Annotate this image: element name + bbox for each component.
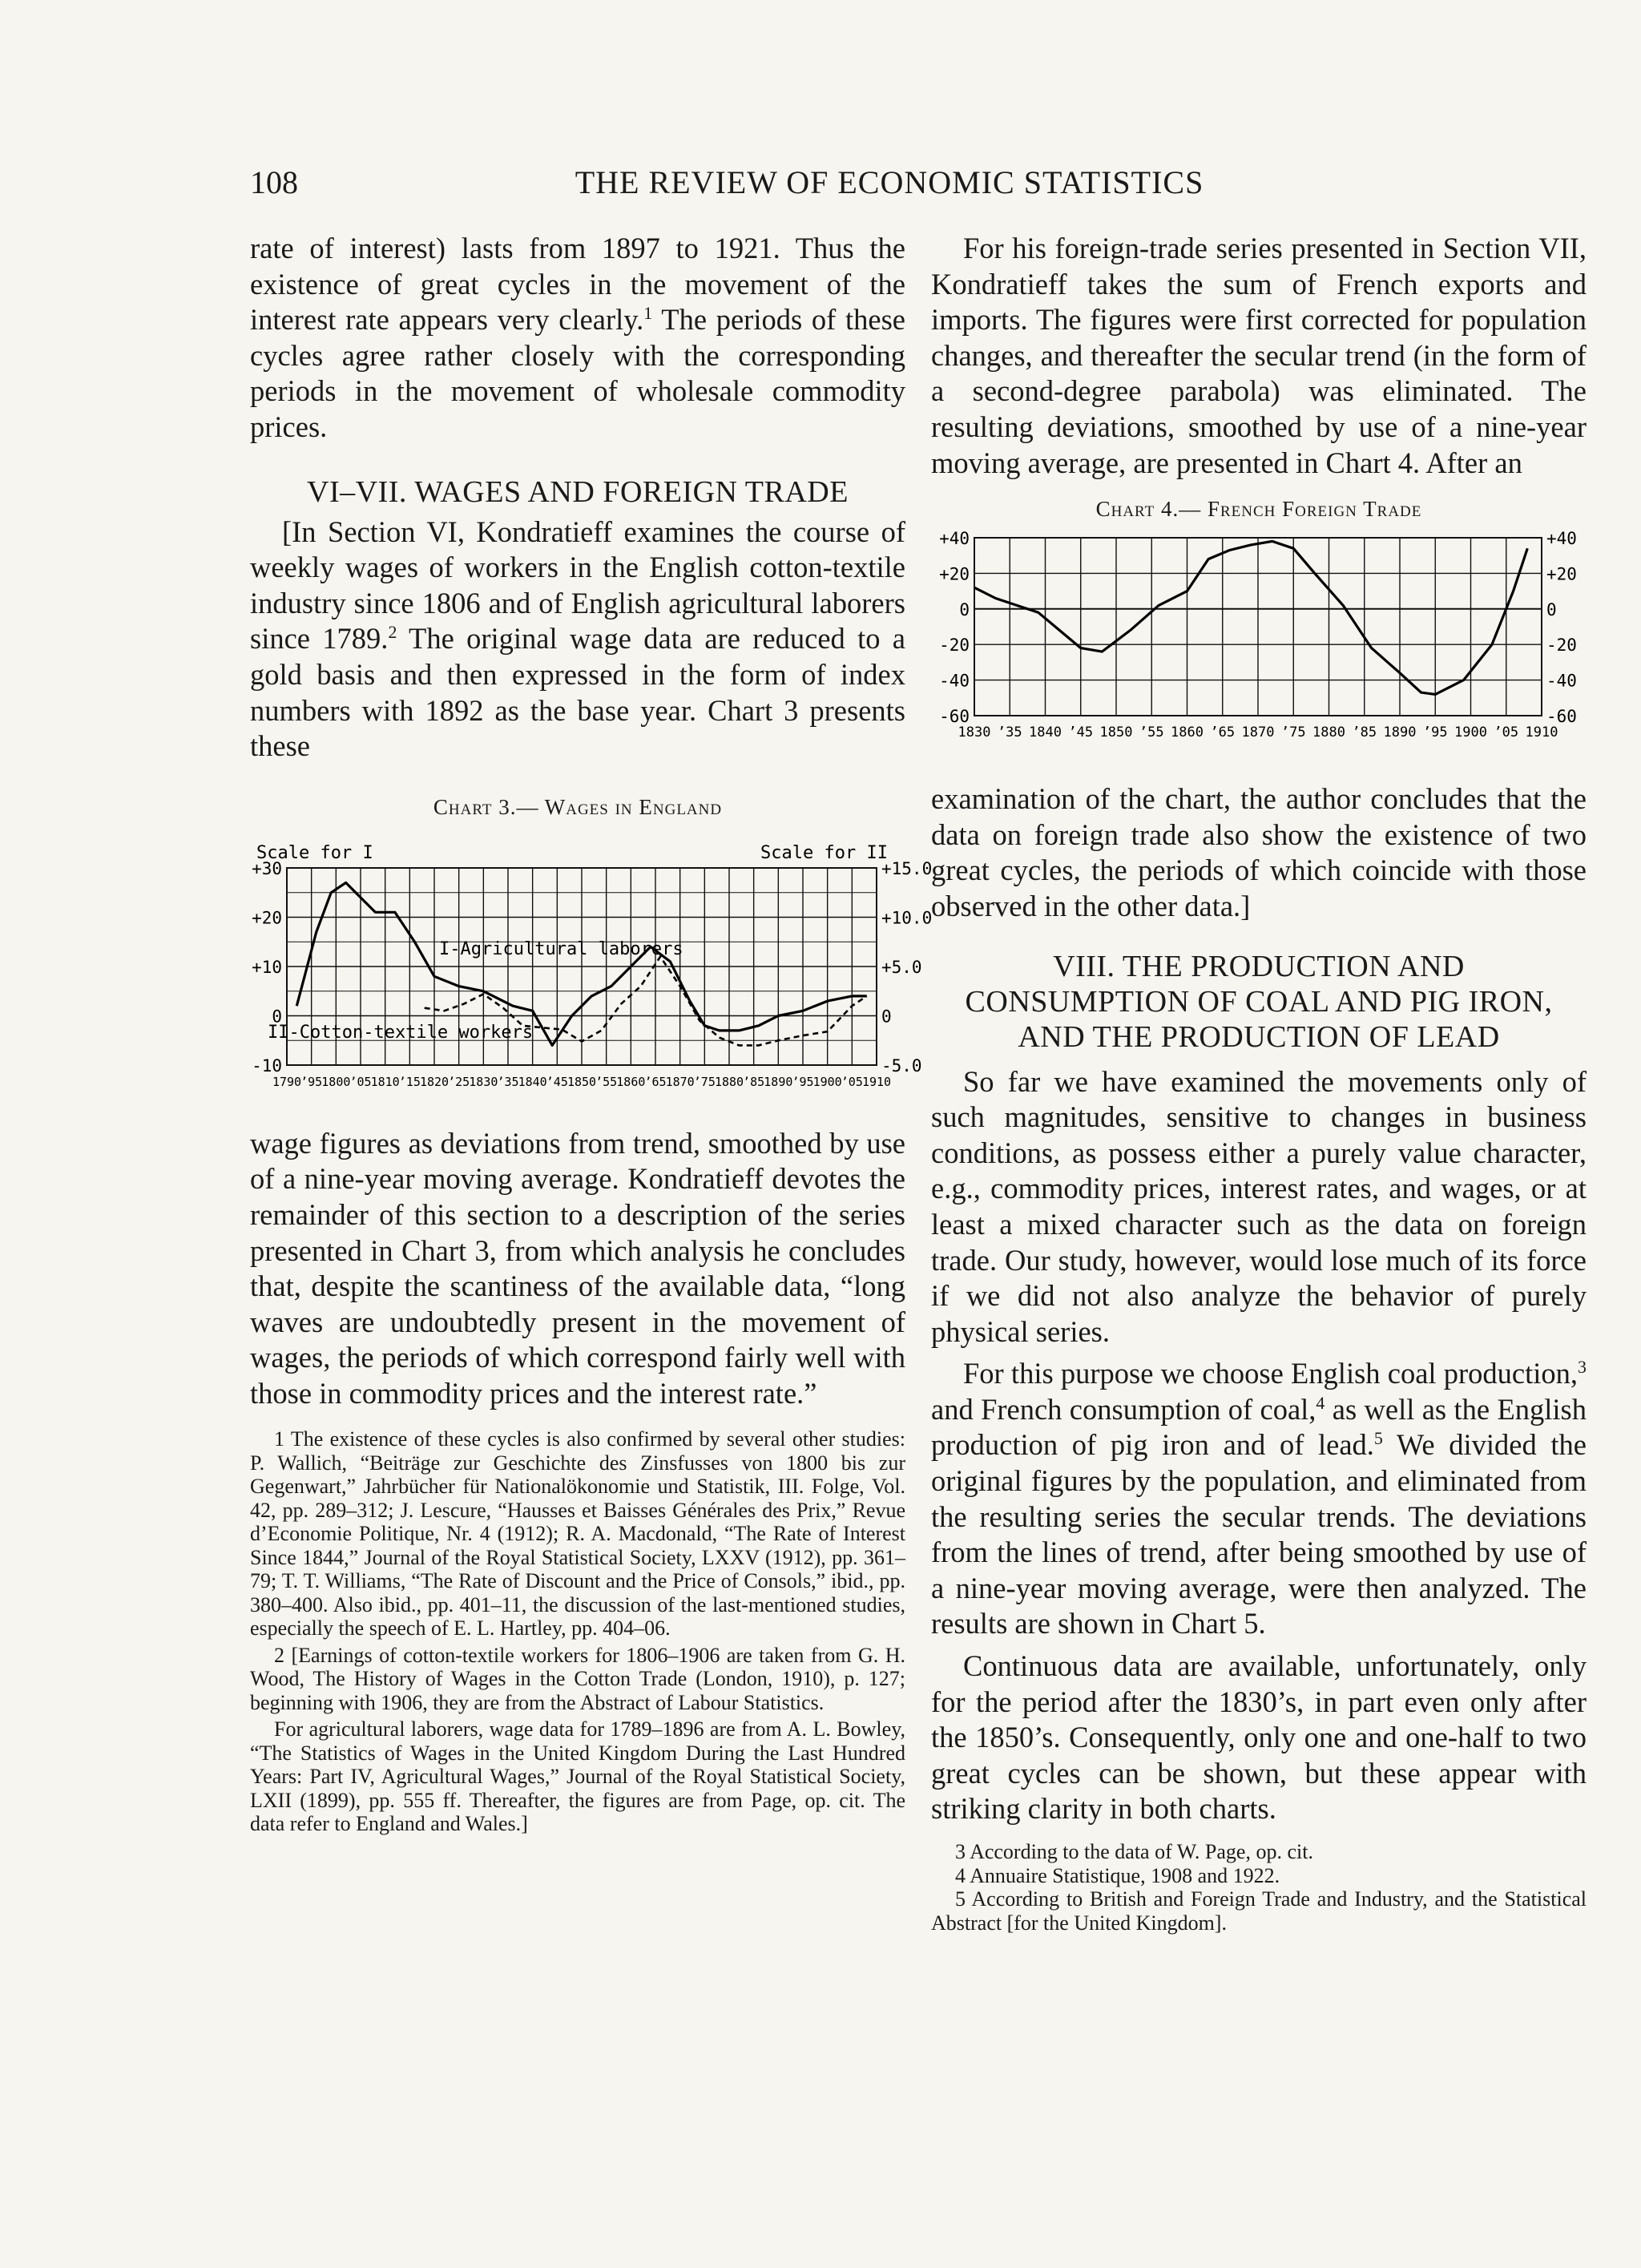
chart4-left-tick-label: -60 — [939, 707, 970, 727]
chart3-x-tick-label: 1880 — [714, 1074, 744, 1089]
chart4-french-foreign-trade — [931, 528, 1587, 749]
text: as well as the English production of pig iron and of lead. — [931, 1392, 1587, 1462]
left-paragraph-1 — [250, 231, 905, 446]
left-column — [250, 231, 933, 1836]
chart3-x-tick-label: ’95 — [792, 1074, 814, 1089]
text: [In Section VI, Kondratieff examines the course of weekly wages of workers in the English cotton-textile industry since 1806 and of English agricultural laborers since 1789. — [250, 515, 905, 656]
chart4-x-tick-label: 1850 — [1099, 724, 1133, 741]
chart4-right-tick-label: -40 — [1546, 671, 1577, 691]
chart3-x-tick-label: ’25 — [448, 1074, 470, 1089]
chart3-right-tick-label: +5.0 — [881, 957, 922, 977]
chart3-x-tick-label: 1830 — [469, 1074, 498, 1089]
chart4-right-tick-label: 0 — [1546, 599, 1557, 619]
chart3-left-tick-label: 0 — [272, 1007, 282, 1027]
footnote-ref: 2 — [388, 622, 397, 643]
left-paragraph-2 — [250, 515, 905, 765]
chart3-x-tick-label: 1910 — [861, 1074, 892, 1089]
chart4-right-tick-label: +20 — [1546, 564, 1577, 584]
text: rate of interest) lasts from 1897 to 1921. Thus the existence of great cycles in the movement of the interest rate appears very clearly. — [250, 232, 905, 337]
section-heading-vi-vii: VI–VII. WAGES AND FOREIGN TRADE — [307, 474, 849, 509]
chart3-x-tick-label: ’65 — [644, 1074, 667, 1089]
chart3-x-tick-label: 1840 — [518, 1074, 547, 1089]
footnote-5: 5 According to British and Foreign Trade and Industry, and the Statistical Abstract [for the United Kingdom]. — [931, 1887, 1587, 1935]
chart4-x-tick-label: ’35 — [997, 724, 1022, 741]
chart3-x-tick-label: 1790 — [272, 1074, 302, 1089]
right-paragraph-5: Continuous data are available, unfortunately, only for the period after the 1830’s, in part even only after the 1850’s. Consequently, only one and one-half to two great cycles can be shown, but these appear with striking clarity in both charts. — [931, 1649, 1587, 1826]
footnote-ref: 3 — [1578, 1357, 1587, 1378]
chart4-grid — [974, 538, 1542, 716]
chart4-left-tick-label: +20 — [939, 564, 970, 584]
chart3-x-tick-label: 1850 — [566, 1074, 597, 1089]
chart4-x-tick-label: ’45 — [1068, 724, 1094, 741]
chart3-left-tick-label: -10 — [252, 1055, 282, 1075]
chart4-x-tick-label: ’85 — [1352, 724, 1377, 741]
chart3-right-tick-label: 0 — [881, 1007, 892, 1027]
chart3-x-tick-label: ’85 — [743, 1074, 765, 1089]
chart4-x-tick-label: 1890 — [1383, 724, 1417, 741]
chart3-series-ii-label: II-Cotton-textile workers — [268, 1022, 534, 1043]
chart4-x-tick-label: 1870 — [1241, 724, 1275, 741]
chart3-x-tick-label: 1810 — [370, 1074, 400, 1089]
text: The original wage data are reduced to a gold basis and then expressed in the form of index numbers with 1892 as the base year. Chart 3 presents these — [250, 622, 905, 763]
chart4-left-tick-label: 0 — [959, 599, 970, 619]
section-heading-viii-line-3: AND THE PRODUCTION OF LEAD — [1018, 1019, 1500, 1054]
chart4-x-tick-label: ’95 — [1422, 724, 1448, 741]
chart3-x-tick-label: 1900 — [812, 1074, 842, 1089]
right-paragraph-3: So far we have examined the movements only of such magnitudes, sensitive to changes in business conditions, as possess either a purely value character, e.g., commodity prices, interest rates, and wages, or at least a mixed character such as the data on foreign trade. Our study, however, would lose much of its force if we did not also analyze the behavior of purely physical series. — [931, 1064, 1587, 1348]
chart4-x-tick-label: ’65 — [1210, 724, 1236, 741]
text: We divided the original figures by the population, and eliminated from the resulting series the secular trends. The deviations from the lines of trend, after being smoothed by use of a nine-year moving average, were then analyzed. The results are shown in Chart 5. — [931, 1428, 1587, 1640]
text: For this purpose we choose English coal production, — [963, 1357, 1579, 1390]
chart3-x-tick-label: ’15 — [398, 1074, 421, 1089]
page-number: 108 — [250, 164, 298, 200]
chart3-right-tick-label: -5.0 — [881, 1055, 922, 1075]
chart3-right-tick-label: +15.0 — [881, 858, 933, 878]
chart4-left-tick-label: -20 — [939, 636, 970, 656]
footnote-2-continued: For agricultural laborers, wage data for 1789–1896 are from A. L. Bowley, “The Statistics of Wages in the United Kingdom During the Last Hundred Years: Part IV, Agricultural Wages,” Journal of the Royal Statistical Society, LXII (1899), pp. 555 ff. Thereafter, the figures are from Page, op. cit. The data refer to England and Wales.] — [250, 1717, 905, 1836]
chart3-x-tick-label: 1860 — [616, 1074, 646, 1089]
chart3-x-tick-label: ’45 — [546, 1074, 568, 1089]
chart3-left-axis-title: Scale for I — [256, 842, 373, 863]
right-column — [931, 231, 1587, 1935]
chart4-x-tick-label: ’75 — [1280, 724, 1306, 741]
section-heading-viii-line-1: VIII. THE PRODUCTION AND — [1053, 949, 1465, 983]
chart3-series-i-label: I-Agricultural laborers — [439, 938, 683, 959]
footnote-ref: 1 — [643, 303, 653, 324]
chart3-x-tick-label: ’75 — [693, 1074, 716, 1089]
chart3-x-tick-label: ’05 — [349, 1074, 372, 1089]
chart4-left-tick-label: -40 — [939, 671, 970, 691]
chart3-x-tick-label: ’55 — [595, 1074, 618, 1089]
chart4-x-tick-label: 1840 — [1029, 724, 1062, 741]
chart4-left-tick-label: +40 — [939, 529, 970, 549]
footnote-ref: 4 — [1316, 1392, 1325, 1413]
chart4-x-tick-label: 1830 — [958, 724, 991, 741]
chart3-x-tick-label: 1800 — [321, 1074, 351, 1089]
chart4-series-line — [974, 542, 1527, 695]
footnote-1: 1 The existence of these cycles is also confirmed by several other studies: P. Wallich, “Beiträge zur Geschichte des Zinsfusses von 1800 bis zur Gegenwart,” Jahrbücher für Nationalökonomie und Statistik, III. Folge, Vol. 42, pp. 289–312; J. Lescure, “Hausses et Baisses Générales des Prix,” Revue d’Economie Politique, Nr. 4 (1912); R. A. Macdonald, “The Rate of Interest Since 1844,” Journal of the Royal Statistical Society, LXXV (1912), pp. 361–79; T. T. Williams, “The Rate of Discount and the Price of Consols,” ibid., pp. 380–400. Also ibid., pp. 401–11, the discussion of the last-mentioned studies, especially the speech of E. L. Hartley, pp. 404–06. — [250, 1427, 905, 1640]
chart4-x-tick-label: 1910 — [1525, 724, 1558, 741]
right-paragraph-2: examination of the chart, the author concludes that the data on foreign trade also show the existence of two great cycles, the periods of which coincide with those observed in the other data.] — [931, 782, 1587, 922]
footnote-2: 2 [Earnings of cotton-textile workers for 1806–1906 are taken from G. H. Wood, The History of Wages in the Cotton Trade (London, 1910), p. 127; beginning with 1906, they are from the Abstract of Labour Statistics. — [250, 1643, 905, 1714]
chart4-x-tick-label: ’55 — [1139, 724, 1164, 741]
footnote-ref: 5 — [1373, 1428, 1383, 1449]
chart3-right-tick-label: +10.0 — [881, 908, 933, 928]
footnote-3: 3 According to the data of W. Page, op. cit. — [955, 1840, 1313, 1863]
chart4-x-tick-label: 1900 — [1454, 724, 1487, 741]
chart4-right-tick-label: -20 — [1546, 636, 1577, 656]
section-heading-viii-line-2: CONSUMPTION OF COAL AND PIG IRON, — [965, 984, 1553, 1019]
footnote-4: 4 Annuaire Statistique, 1908 and 1922. — [955, 1863, 1280, 1887]
chart3-right-axis-title: Scale for II — [760, 842, 888, 863]
chart4-lines — [974, 542, 1527, 695]
right-paragraph-4 — [931, 1356, 1587, 1642]
left-paragraph-3: wage figures as deviations from trend, smoothed by use of a nine-year moving average. Kondratieff devotes the remainder of this section to a description of the series presented in Chart 3, from which analysis he concludes that, despite the scantiness of the available data, “long waves are undoubtedly present in the movement of wages, the periods of which correspond fairly well with those in commodity prices and the interest rate.” — [250, 1126, 905, 1410]
chart4-x-tick-label: 1860 — [1171, 724, 1204, 741]
chart3-x-tick-label: 1890 — [764, 1074, 793, 1089]
chart3-labels — [252, 859, 932, 1089]
right-paragraph-1: For his foreign-trade series presented in Section VII, Kondratieff takes the sum of French exports and imports. The figures were first corrected for population changes, and thereafter the secular trend (in the form of a second-degree parabola) was eliminated. The resulting deviations, smoothed by use of a nine-year moving average, are presented in Chart 4. After an — [931, 232, 1587, 479]
text: and French consumption of coal, — [931, 1392, 1316, 1426]
chart4-x-tick-label: ’05 — [1494, 724, 1519, 741]
chart3-x-tick-label: ’95 — [300, 1074, 323, 1089]
chart4-x-tick-label: 1880 — [1312, 724, 1345, 741]
chart3-left-tick-label: +30 — [252, 858, 282, 878]
chart4-right-tick-label: +40 — [1546, 529, 1577, 549]
chart3-left-tick-label: +10 — [252, 957, 282, 977]
chart4-caption: Chart 4.— French Foreign Trade — [1095, 497, 1422, 522]
chart3-left-tick-label: +20 — [252, 908, 282, 928]
chart3-x-tick-label: 1870 — [665, 1074, 695, 1089]
chart3-wages-in-england — [250, 829, 933, 1097]
running-head: THE REVIEW OF ECONOMIC STATISTICS — [575, 164, 1204, 200]
chart3-x-tick-label: ’35 — [497, 1074, 519, 1089]
chart3-caption: Chart 3.— Wages in England — [433, 794, 723, 819]
text: The periods of these cycles agree rather closely with the corresponding periods in the movement of wholesale commodity prices. — [250, 303, 905, 443]
chart3-x-tick-label: 1820 — [419, 1074, 450, 1089]
chart3-x-tick-label: ’05 — [841, 1074, 863, 1089]
chart4-right-tick-label: -60 — [1546, 707, 1577, 727]
